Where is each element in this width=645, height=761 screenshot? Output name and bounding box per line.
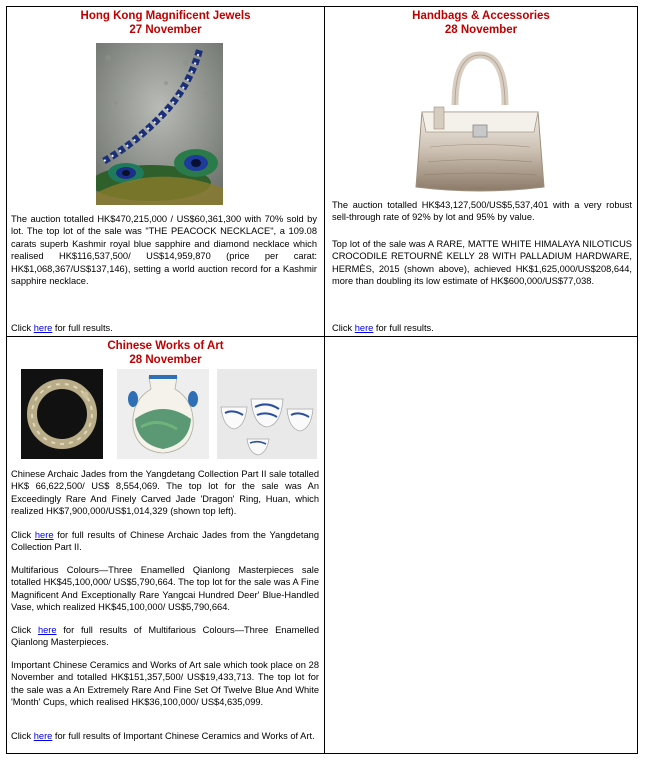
click-text-after: for full results. bbox=[52, 323, 113, 333]
click-text-after: for full results. bbox=[373, 323, 434, 333]
jade-dragon-ring-image bbox=[21, 369, 103, 459]
click-text: Click bbox=[11, 323, 34, 333]
jewels-heading bbox=[7, 9, 324, 37]
chinese-title: Chinese Works of Art bbox=[107, 340, 224, 352]
handbags-results-link[interactable]: here bbox=[354, 323, 374, 333]
qianlong-summary: Multifarious Colours—Three Enamelled Qianlong Masterpieces sale totalled HK$45,100,000/ US$5,790,664. The top lot for the sale was A Fine Magnificent And Exceptionally Rare Yangcai Hundred Deer' Blue-Handled Vase, which realized HK$45,100,000/ US$5,790,664. bbox=[11, 565, 319, 613]
ceramics-click-line bbox=[11, 730, 319, 742]
qianlong-click-line bbox=[11, 624, 319, 649]
handbags-cell bbox=[325, 7, 637, 336]
jewels-date: 27 November bbox=[129, 24, 202, 36]
jewels-summary: The auction totalled HK$470,215,000 / US$60,361,300 with 70% sold by lot. The top lot of the sale was "THE PEACOCK NECKLACE", a 109.08 carats superb Kashmir royal blue sapphire and diamond necklace which realised HK$116,537,500/ US$14,959,870 (price per carat: HK$1,068,367/US$137,146), setting a world auction record for a Kashmir sapphire necklace. bbox=[11, 214, 317, 287]
peacock-necklace-image bbox=[96, 43, 223, 205]
month-cups-image bbox=[217, 369, 317, 459]
jades-click-line bbox=[11, 529, 319, 554]
jewels-title: Hong Kong Magnificent Jewels bbox=[80, 10, 251, 22]
click-text-after: for full results of Multifarious Colours—Three Enamelled Qianlong Masterpieces. bbox=[11, 625, 319, 648]
jades-results-link[interactable]: here bbox=[34, 530, 54, 540]
click-text: Click bbox=[11, 731, 34, 741]
click-text-after: for full results of Important Chinese Ceramics and Works of Art. bbox=[52, 731, 315, 741]
jewels-cell bbox=[7, 7, 324, 336]
click-text: Click bbox=[11, 530, 35, 540]
click-text-after: for full results of Chinese Archaic Jades from the Yangdetang Collection Part II. bbox=[11, 530, 319, 553]
jades-summary: Chinese Archaic Jades from the Yangdetang Collection Part II sale totalled HK$ 66,622,500/ US$ 8,554,069. The top lot for the sale was An Exceedingly Rare And Finely Carved Jade 'Dragon' Ring, Huan, which realized HK$7,900,000/US$1,014,329 (shown top left). bbox=[11, 469, 319, 517]
handbags-title: Handbags & Accessories bbox=[412, 10, 550, 22]
handbags-click-line bbox=[332, 322, 632, 334]
handbags-top-lot: Top lot of the sale was A RARE, MATTE WHITE HIMALAYA NILOTICUS CROCODILE RETOURNÉ KELLY 28 WITH PALLADIUM HARDWARE, HERMÈS, 2015 (shown above), achieved HK$1,625,000/US$208,644, more than doubling its low estimate of HK$600,000/US$77,038. bbox=[332, 239, 632, 287]
handbags-heading bbox=[325, 9, 637, 37]
ceramics-summary: Important Chinese Ceramics and Works of Art sale which took place on 28 November and totalled HK$151,357,500/ US$19,433,713. The top lot for the sale was a An Extremely Rare And Fine Set Of Twelve Blue And White 'Month' Cups, which realised HK$36,100,000/ US$4,635,099. bbox=[11, 660, 319, 708]
chinese-date: 28 November bbox=[129, 354, 202, 366]
ceramics-results-link[interactable]: here bbox=[33, 731, 53, 741]
empty-cell bbox=[325, 337, 637, 753]
handbags-summary: The auction totalled HK$43,127,500/US$5,537,401 with a very robust sell-through rate of 92% by lot and 95% by value. bbox=[332, 200, 632, 223]
jewels-click-line bbox=[11, 322, 317, 334]
handbags-date: 28 November bbox=[444, 24, 518, 36]
click-text: Click bbox=[332, 323, 355, 333]
qianlong-results-link[interactable]: here bbox=[37, 625, 57, 635]
chinese-cell bbox=[7, 337, 324, 753]
chinese-heading bbox=[7, 339, 324, 367]
click-text: Click bbox=[11, 625, 38, 635]
jewels-results-link[interactable]: here bbox=[33, 323, 53, 333]
kelly-handbag-image bbox=[410, 47, 550, 197]
yangcai-vase-image bbox=[117, 369, 209, 459]
